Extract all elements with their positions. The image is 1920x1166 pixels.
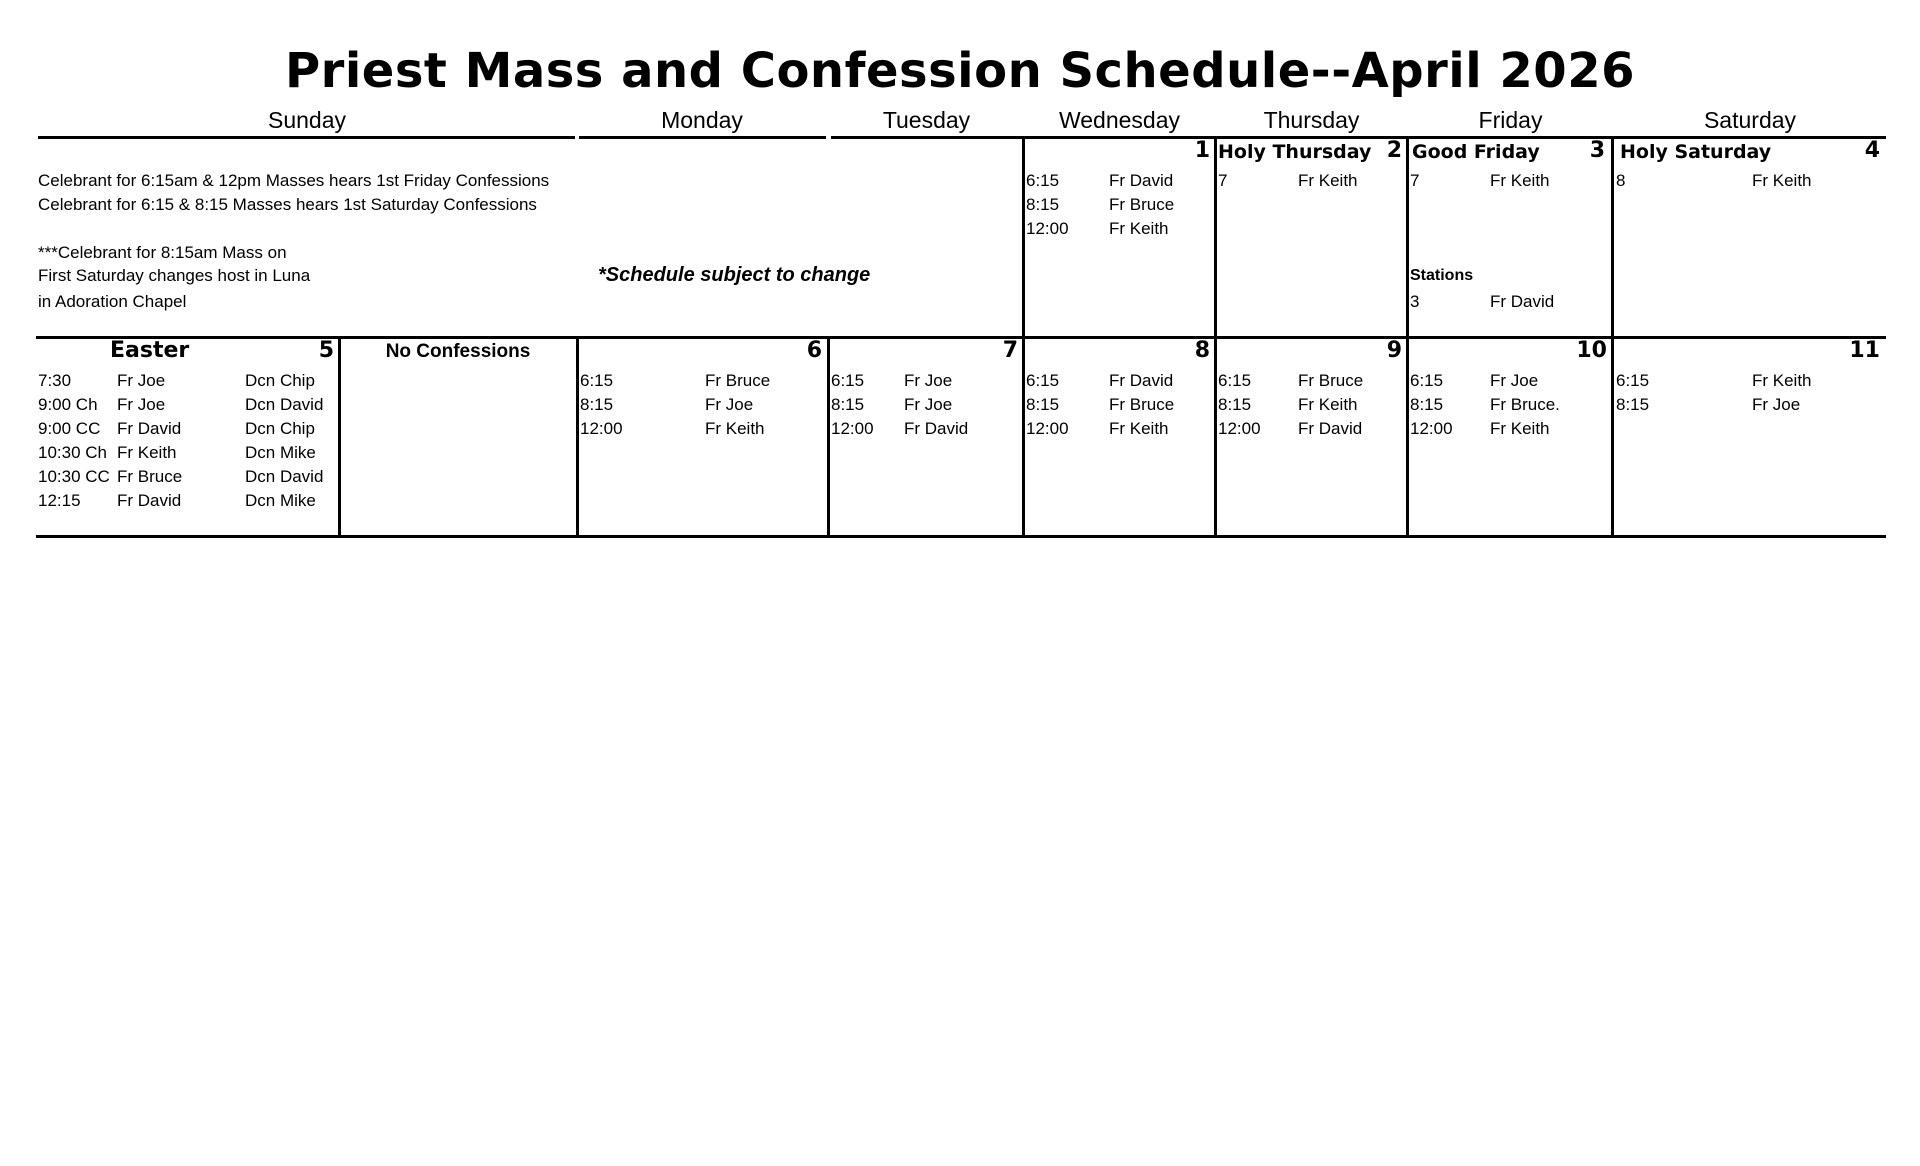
day-header-monday: Monday: [661, 107, 743, 133]
header-rule-sunday: [38, 136, 575, 139]
column-divider: [1611, 337, 1614, 536]
priest-name: Fr David: [117, 491, 182, 510]
mass-time: 7: [1218, 171, 1228, 190]
column-divider: [1214, 138, 1217, 337]
priest-name: Fr David: [117, 419, 182, 438]
date-number: 3: [1589, 138, 1605, 163]
deacon-name: Dcn Chip: [245, 419, 315, 438]
priest-name: Fr David: [1109, 371, 1174, 390]
column-divider: [1022, 337, 1025, 536]
note-line: in Adoration Chapel: [38, 292, 187, 311]
date-number: 9: [1386, 338, 1402, 363]
mass-time: 6:15: [1410, 371, 1444, 390]
priest-name: Fr Keith: [1752, 171, 1812, 190]
priest-name: Fr David: [904, 419, 969, 438]
priest-name: Fr Bruce: [1109, 195, 1175, 214]
mass-time: 7:30: [38, 371, 72, 390]
no-confessions-label: No Confessions: [385, 341, 531, 362]
date-number: 4: [1864, 138, 1880, 163]
date-number: 11: [1849, 338, 1880, 363]
column-divider: [1214, 337, 1217, 536]
header-rule-rest: [831, 136, 1886, 139]
priest-name: Fr Bruce: [1109, 395, 1175, 414]
mass-time: 10:30 Ch: [38, 443, 107, 462]
priest-name: Fr Joe: [904, 395, 953, 414]
priest-name: Fr Joe: [1490, 371, 1539, 390]
priest-name: Fr Joe: [117, 395, 166, 414]
mass-time: 12:00: [831, 419, 874, 438]
mass-time: 9:00 CC: [38, 419, 101, 438]
date-number: 7: [1002, 338, 1018, 363]
date-number: 6: [806, 338, 822, 363]
column-divider: [827, 337, 830, 536]
mass-time: 6:15: [1218, 371, 1252, 390]
column-divider: [576, 337, 579, 536]
note-line: ***Celebrant for 8:15am Mass on: [38, 243, 287, 262]
priest-name: Fr Bruce: [117, 467, 183, 486]
day-header-saturday: Saturday: [1703, 107, 1797, 133]
header-rule-monday: [579, 136, 826, 139]
mass-time: 6:15: [831, 371, 865, 390]
mass-time: 8:15: [831, 395, 865, 414]
mass-time: 8:15: [1026, 195, 1060, 214]
priest-name: Fr David: [1490, 292, 1555, 311]
mass-time: 12:00: [1410, 419, 1453, 438]
priest-name: Fr Keith: [705, 419, 765, 438]
deacon-name: Dcn David: [245, 467, 324, 486]
priest-name: Fr Keith: [1298, 395, 1358, 414]
mass-time: 12:00: [580, 419, 623, 438]
date-number: 8: [1194, 338, 1210, 363]
column-divider: [1022, 138, 1025, 337]
mass-time: 6:15: [1026, 171, 1060, 190]
deacon-name: Dcn David: [245, 395, 324, 414]
date-number: 10: [1576, 338, 1607, 363]
priest-name: Fr Keith: [1109, 219, 1169, 238]
priest-name: Fr David: [1298, 419, 1363, 438]
priest-name: Fr Keith: [1490, 419, 1550, 438]
day-header-sunday: Sunday: [267, 107, 346, 133]
priest-name: Fr Joe: [904, 371, 953, 390]
priest-name: Fr Keith: [1109, 419, 1169, 438]
deacon-name: Dcn Mike: [245, 443, 316, 462]
day-header-thursday: Thursday: [1263, 107, 1360, 133]
mass-time: 8:15: [1410, 395, 1444, 414]
priest-name: Fr Bruce: [1298, 371, 1364, 390]
mass-time: 12:00: [1026, 219, 1069, 238]
date-number: 1: [1194, 138, 1210, 163]
priest-name: Fr Bruce.: [1490, 395, 1560, 414]
priest-name: Fr Keith: [1298, 171, 1358, 190]
date-number: 2: [1386, 138, 1402, 163]
mass-time: 3: [1410, 292, 1420, 311]
holy-day-label: Good Friday: [1412, 141, 1540, 163]
mass-time: 12:00: [1026, 419, 1069, 438]
mass-time: 6:15: [1026, 371, 1060, 390]
column-divider: [1406, 138, 1409, 337]
schedule-note: *Schedule subject to change: [598, 264, 871, 286]
priest-name: Fr Keith: [1752, 371, 1812, 390]
priest-name: Fr Keith: [117, 443, 177, 462]
mass-time: 6:15: [1616, 371, 1650, 390]
note-line: First Saturday changes host in Luna: [38, 266, 311, 285]
mass-time: 8:15: [1026, 395, 1060, 414]
mass-time: 6:15: [580, 371, 614, 390]
page-title: Priest Mass and Confession Schedule--April 2026: [284, 43, 1635, 99]
priest-name: Fr Bruce: [705, 371, 771, 390]
priest-name: Fr Keith: [1490, 171, 1550, 190]
deacon-name: Dcn Mike: [245, 491, 316, 510]
priest-name: Fr Joe: [117, 371, 166, 390]
easter-label: Easter: [110, 338, 190, 363]
mass-time: 8: [1616, 171, 1626, 190]
mass-time: 9:00 Ch: [38, 395, 98, 414]
column-divider: [1611, 138, 1614, 337]
day-header-friday: Friday: [1478, 107, 1543, 133]
column-divider: [338, 337, 341, 536]
mass-time: 12:00: [1218, 419, 1261, 438]
deacon-name: Dcn Chip: [245, 371, 315, 390]
mass-time: 10:30 CC: [38, 467, 110, 486]
priest-name: Fr David: [1109, 171, 1174, 190]
holy-day-label: Holy Saturday: [1620, 141, 1772, 163]
day-header-tuesday: Tuesday: [882, 107, 971, 133]
note-line: Celebrant for 6:15 & 8:15 Masses hears 1st Saturday Confessions: [38, 195, 537, 214]
mass-time: 7: [1410, 171, 1420, 190]
column-divider: [1406, 337, 1409, 536]
note-line: Celebrant for 6:15am & 12pm Masses hears 1st Friday Confessions: [38, 171, 550, 190]
mass-time: 8:15: [1616, 395, 1650, 414]
mass-time: 8:15: [580, 395, 614, 414]
stations-label: Stations: [1410, 267, 1474, 284]
calendar-bottom-rule: [36, 535, 1886, 538]
day-header-wednesday: Wednesday: [1058, 107, 1181, 133]
date-number: 5: [318, 338, 334, 363]
mass-time: 12:15: [38, 491, 81, 510]
mass-time: 8:15: [1218, 395, 1252, 414]
priest-name: Fr Joe: [1752, 395, 1801, 414]
priest-name: Fr Joe: [705, 395, 754, 414]
holy-day-label: Holy Thursday: [1218, 141, 1372, 163]
